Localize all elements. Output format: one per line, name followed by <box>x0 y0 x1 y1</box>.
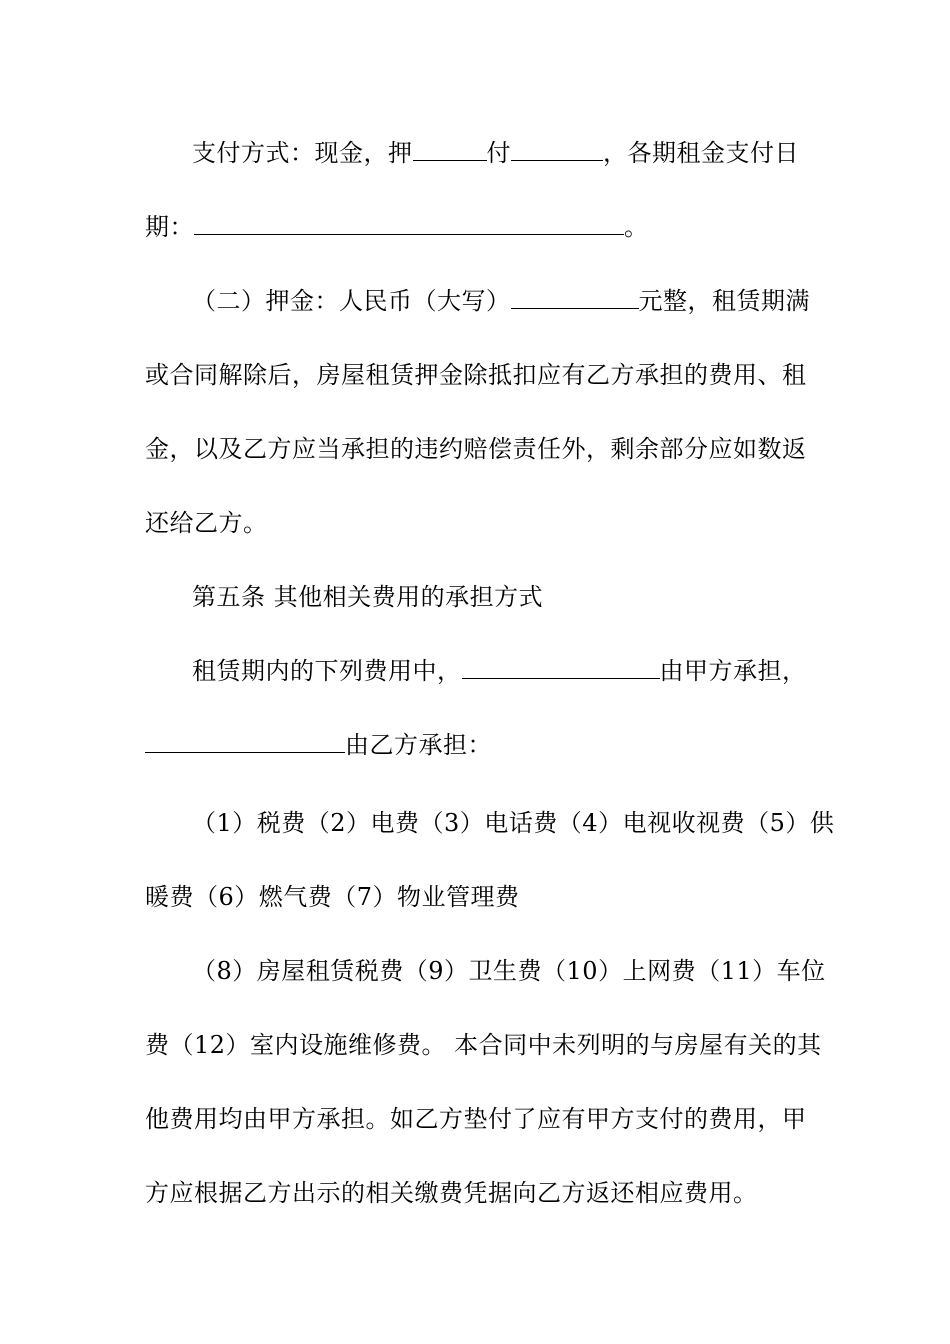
deposit-suffix: 元整，租赁期满 <box>638 287 810 315</box>
deposit-line <box>145 285 857 317</box>
fees-intro-text: 租赁期内的下列费用中， <box>192 657 462 685</box>
fees-party-a-line <box>145 655 857 687</box>
paragraph-line: 或合同解除后，房屋租赁押金除抵扣应有乙方承担的费用、租 <box>145 361 807 389</box>
party-a-fees-blank[interactable] <box>462 656 660 679</box>
party-a-label: 由甲方承担， <box>659 657 807 685</box>
payment-method-text: 支付方式：现金，押 <box>192 139 413 167</box>
article-five-heading: 第五条 其他相关费用的承担方式 <box>192 583 544 611</box>
deposit-amount-blank[interactable] <box>511 286 639 309</box>
payment-date-text: ，各期租金支付日 <box>603 139 799 167</box>
pay-months-blank[interactable] <box>511 138 603 161</box>
paragraph-line: 金，以及乙方应当承担的违约赔偿责任外，剩余部分应如数返 <box>145 435 807 463</box>
paragraph-line: 他费用均由甲方承担。如乙方垫付了应有甲方支付的费用，甲 <box>145 1105 807 1133</box>
paragraph-line: 方应根据乙方出示的相关缴费凭据向乙方返还相应费用。 <box>145 1179 758 1207</box>
deposit-months-blank[interactable] <box>413 138 487 161</box>
paragraph-line: 还给乙方。 <box>145 509 268 537</box>
fee-list-line: （8）房屋租赁税费（9）卫生费（10）上网费（11）车位 <box>192 957 826 985</box>
fee-list-line: （1）税费（2）电费（3）电话费（4）电视收视费（5）供 <box>192 809 835 837</box>
payment-date-line <box>145 211 810 243</box>
pay-label: 付 <box>486 139 511 167</box>
fee-list-line: 暖费（6）燃气费（7）物业管理费 <box>145 883 520 911</box>
paragraph-line: 费（12）室内设施维修费。 本合同中未列明的与房屋有关的其 <box>145 1031 822 1059</box>
party-b-label: 由乙方承担： <box>345 731 492 759</box>
payment-date-blank[interactable] <box>194 212 624 235</box>
fees-party-b-line <box>145 729 810 761</box>
payment-method-line <box>145 137 857 169</box>
party-b-fees-blank[interactable] <box>145 730 345 753</box>
period-mark: 。 <box>624 213 649 241</box>
payment-date-label: 期： <box>145 213 194 241</box>
deposit-text: （二）押金：人民币（大写） <box>192 287 511 315</box>
